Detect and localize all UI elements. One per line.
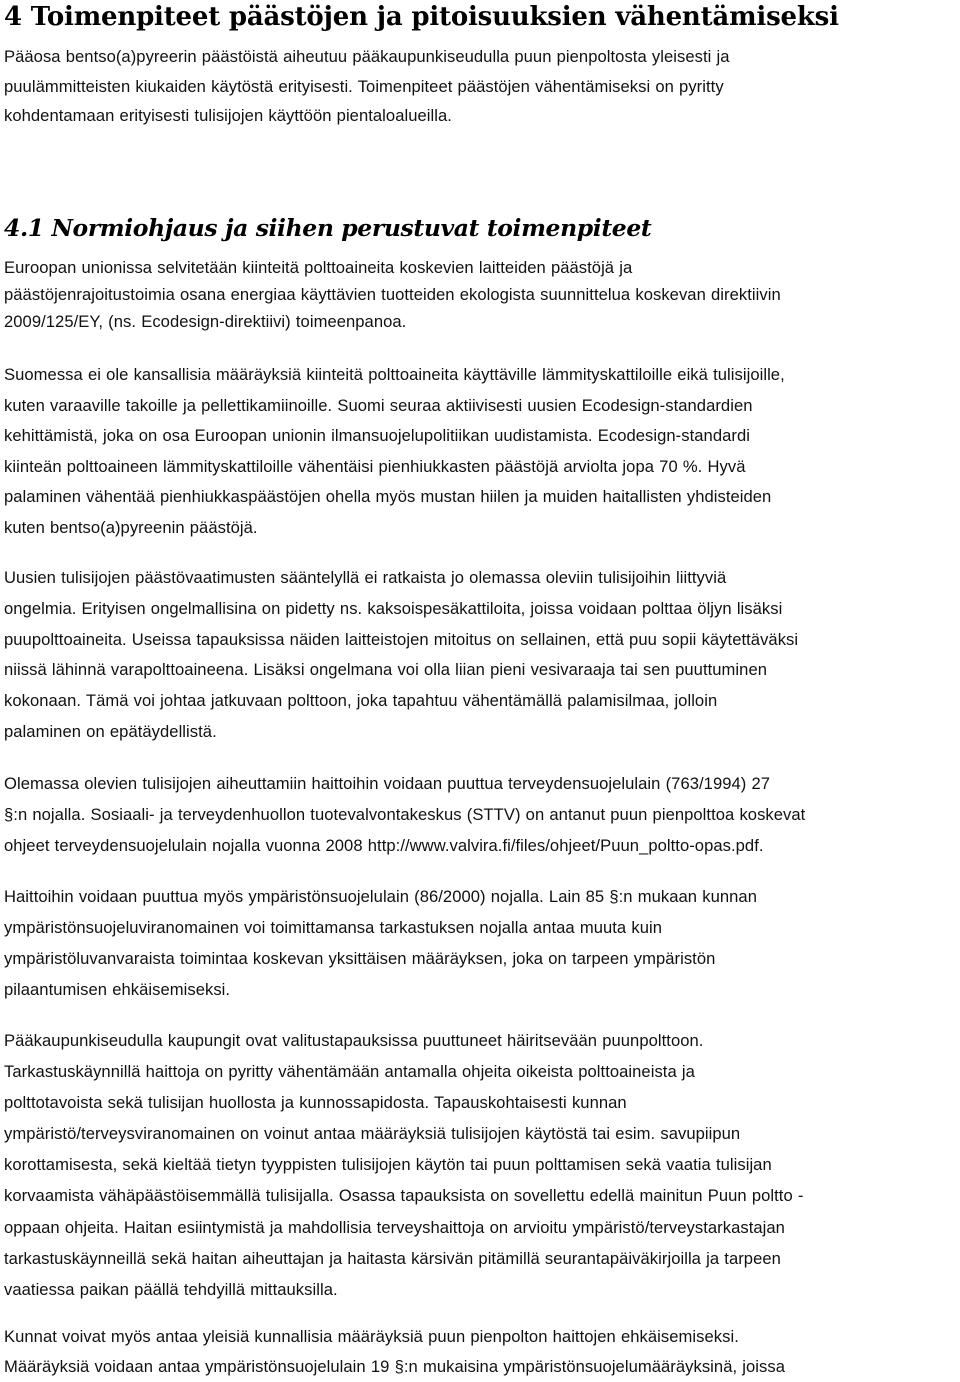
text-line: §:n nojalla. Sosiaali- ja terveydenhuollon tuotevalvontakeskus (STTV) on antanut puun pienpolttoa koskevat	[4, 805, 806, 824]
text-line: puulämmitteisten kiukaiden käytöstä erityisesti. Toimenpiteet päästöjen vähentämiseksi on pyritty	[4, 76, 724, 96]
text-line: Euroopan unionissa selvitetään kiinteitä polttoaineita koskevien laitteiden päästöjä ja	[4, 258, 633, 277]
paragraph-environmental-protection-act	[4, 881, 960, 1005]
text-line: niissä lähinnä varapolttoaineena. Lisäksi ongelmana voi olla liian pieni vesivaraaja tai sen puuttuminen	[4, 660, 767, 680]
text-line: ohjeet terveydensuojelulain nojalla vuonna 2008 http://www.valvira.fi/files/ohjeet/Puun_poltto-opas.pdf.	[4, 836, 764, 855]
paragraph-national-regulations	[4, 360, 960, 544]
text-line: Kunnat voivat myös antaa yleisiä kunnallisia määräyksiä puun pienpolton haittojen ehkäisemiseksi.	[4, 1327, 739, 1346]
text-line: ympäristö/terveysviranomainen on voinut antaa määräyksiä tulisijojen käytöstä tai esim. savupiipun	[4, 1124, 741, 1144]
text-line: puupolttoaineita. Useissa tapauksissa näiden laitteistojen mitoitus on sellainen, että puu sopii käytettäväksi	[4, 629, 799, 649]
text-line: palaminen vähentää pienhiukkaspäästöjen ohella myös mustan hiilen ja muiden haitallisten yhdisteiden	[4, 487, 772, 507]
text-line: pilaantumisen ehkäisemiseksi.	[4, 980, 231, 999]
text-line: Pääkaupunkiseudulla kaupungit ovat valitustapauksissa puuttuneet häiritsevään puunpolttoon.	[4, 1031, 704, 1050]
text-line: palaminen on epätäydellistä.	[4, 721, 217, 741]
text-line: korvaamista vähäpäästöisemmällä tulisijalla. Osassa tapauksista on sovellettu edellä mainitun Puun poltto -	[4, 1186, 804, 1206]
text-line: ongelmia. Erityisen ongelmallisina on pidetty ns. kaksoispesäkattiloita, joissa voidaan polttaa öljyn lisäksi	[4, 598, 783, 618]
text-line: kuten varaaville takoille ja pellettikamiinoille. Suomi seuraa aktiivisesti uusien Ecodesign-standardien	[4, 395, 753, 415]
text-line: Suomessa ei ole kansallisia määräyksiä kiinteitä polttoaineita käyttäville lämmityskattiloille eikä tulisijoille,	[4, 365, 785, 384]
paragraph-capital-region-cases	[4, 1025, 960, 1305]
section-heading: 4 Toimenpiteet päästöjen ja pitoisuuksien vähentämiseksi	[4, 2, 839, 32]
text-line: polttotavoista sekä tulisijan huollosta ja kunnossapidosta. Tapauskohtaisesti kunnan	[4, 1093, 627, 1113]
text-line: korottamisesta, sekä kieltää tietyn tyyppisten tulisijojen käytön tai puun polttamisen sekä vaatia tulisijan	[4, 1155, 772, 1175]
text-line: kohdentamaan erityisesti tulisijojen käyttöön pientaloalueilla.	[4, 106, 452, 125]
text-line: kuten bentso(a)pyreenin päästöjä.	[4, 517, 258, 537]
subsection-heading: 4.1 Normiohjaus ja siihen perustuvat toimenpiteet	[4, 214, 652, 242]
text-line: Pääosa bentso(a)pyreerin päästöistä aiheutuu pääkaupunkiseudulla puun pienpoltosta yleisesti ja	[4, 47, 730, 66]
paragraph-ecodesign-directive	[4, 254, 960, 336]
text-line: Tarkastuskäynnillä haittoja on pyritty vähentämään antamalla ohjeita oikeista polttoaineista ja	[4, 1062, 695, 1082]
text-line: oppaan ohjeita. Haitan esiintymistä ja mahdollisia terveyshaittoja on arvioitu ympäristö/terveystarkastajan	[4, 1217, 785, 1237]
text-line: ympäristönsuojeluviranomainen voi toimittamansa tarkastuksen nojalla antaa muuta kuin	[4, 918, 663, 937]
text-line: 2009/125/EY, (ns. Ecodesign-direktiivi) toimeenpanoa.	[4, 312, 407, 332]
paragraph-municipal-regulations	[4, 1322, 960, 1382]
text-line: Määräyksiä voidaan antaa ympäristönsuojelulain 19 §:n mukaisina ympäristönsuojelumääräyksinä, joissa	[4, 1357, 786, 1376]
text-line: Uusien tulisijojen päästövaatimusten sääntelyllä ei ratkaista jo olemassa oleviin tulisijoihin liittyviä	[4, 568, 727, 587]
text-line: vaatiessa paikan päällä tehdyillä mittauksilla.	[4, 1279, 338, 1299]
text-line: tarkastuskäynneillä sekä haitan aiheuttajan ja haitasta kärsivän pitämillä seurantapäiväkirjoilla ja tarpeen	[4, 1248, 781, 1268]
text-line: kokonaan. Tämä voi johtaa jatkuvaan polttoon, joka tapahtuu vähentämällä palamisilmaa, jolloin	[4, 691, 718, 711]
intro-paragraph	[4, 42, 960, 131]
text-line: päästöjenrajoitustoimia osana energiaa käyttävien tuotteiden ekologista suunnittelua koskevan direktiivin	[4, 285, 781, 305]
paragraph-health-protection-act	[4, 768, 960, 861]
paragraph-existing-fireplaces	[4, 563, 960, 748]
text-line: ympäristöluvanvaraista toimintaa koskevan yksittäisen määräyksen, joka on tarpeen ympäristön	[4, 949, 716, 968]
text-line: Olemassa olevien tulisijojen aiheuttamiin haittoihin voidaan puuttua terveydensuojelulain (763/1994) 27	[4, 774, 771, 793]
text-line: kehittämistä, joka on osa Euroopan unionin ilmansuojelupolitiikan uudistamista. Ecodesign-standardi	[4, 426, 750, 446]
text-line: kiinteän polttoaineen lämmityskattiloille vähentäisi pienhiukkasten päästöjä arviolta jopa 70 %. Hyvä	[4, 456, 746, 476]
text-line: Haittoihin voidaan puuttua myös ympäristönsuojelulain (86/2000) nojalla. Lain 85 §:n mukaan kunnan	[4, 887, 757, 906]
